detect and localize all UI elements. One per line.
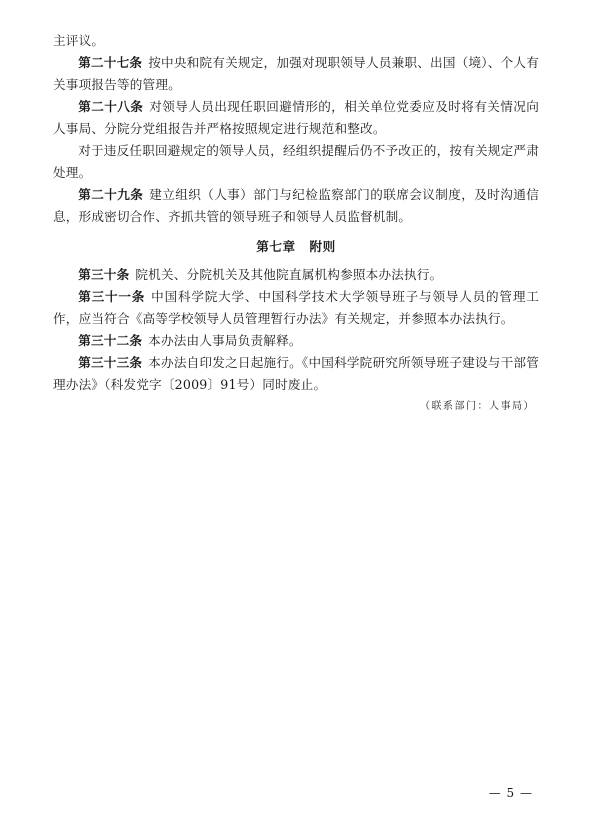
chapter-number: 第七章 [256, 239, 296, 254]
chapter-title: 附则 [309, 239, 336, 254]
article-29 [53, 184, 539, 228]
article-label: 第三十二条 [78, 333, 143, 348]
article-text: 按中央和院有关规定，加强对现职领导人员兼职、出国（境）、个人有关事项报告等的管理。 [53, 55, 539, 92]
chapter-heading [53, 236, 539, 258]
article-27 [53, 52, 539, 96]
article-31 [53, 286, 539, 330]
article-label: 第二十七条 [78, 55, 143, 70]
article-text: 建立组织（人事）部门与纪检监察部门的联席会议制度，及时沟通信息，形成密切合作、齐抓共管的领导班子和领导人员监督机制。 [53, 187, 540, 224]
contact-department: （联系部门：人事局） [420, 401, 535, 412]
article-33 [53, 352, 539, 396]
article-30 [53, 264, 539, 286]
article-32 [53, 330, 539, 352]
article-label: 第二十八条 [78, 99, 144, 114]
article-28-paragraph-2 [53, 140, 539, 184]
article-label: 第二十九条 [78, 187, 144, 202]
article-text: 本办法由人事局负责解释。 [148, 333, 302, 348]
article-text: 对于违反任职回避规定的领导人员，经组织提醒后仍不予改正的，按有关规定严肃处理。 [53, 143, 539, 180]
article-text: 中国科学院大学、中国科学技术大学领导班子与领导人员的管理工作，应当符合《高等学校领导人员管理暂行办法》有关规定，并参照本办法执行。 [53, 289, 540, 326]
article-label: 第三十条 [78, 267, 130, 282]
article-label: 第三十一条 [78, 289, 146, 304]
article-28 [53, 96, 539, 140]
article-label: 第三十三条 [78, 355, 143, 370]
document-page [53, 30, 539, 416]
article-text: 院机关、分院机关及其他院直属机构参照本办法执行。 [135, 267, 443, 282]
page-number: — 5 — [488, 786, 533, 800]
continuation-text: 主评议。 [53, 33, 105, 48]
article-text: 本办法自印发之日起施行。《中国科学院研究所领导班子建设与干部管理办法》（科发党字〔2009〕91号）同时废止。 [53, 355, 539, 392]
article-text: 对领导人员出现任职回避情形的，相关单位党委应及时将有关情况向人事局、分院分党组报告并严格按照规定进行规范和整改。 [53, 99, 540, 136]
